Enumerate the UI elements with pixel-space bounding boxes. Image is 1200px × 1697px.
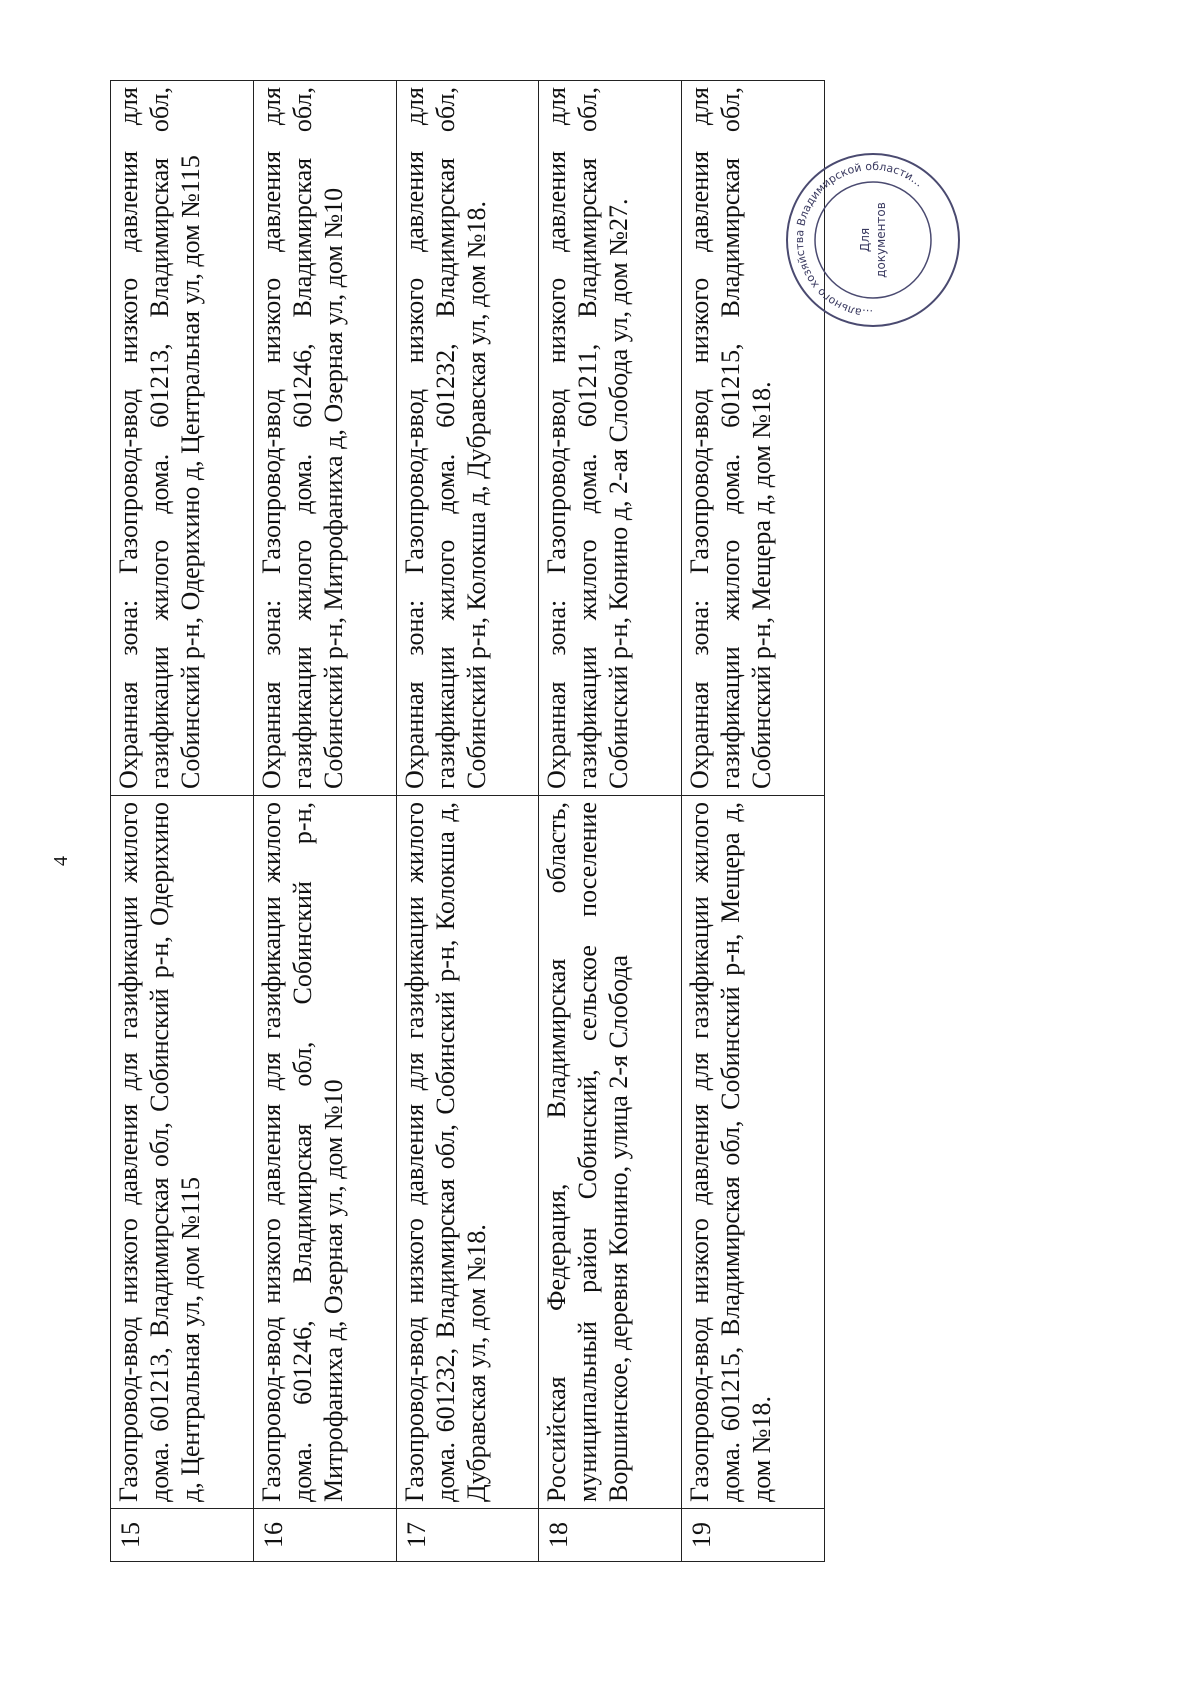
object-description: Российская Федерация, Владимирская область, муниципальный район Собинский, сельское поселение Воршинское, деревня Конино, улица 2-я Слобода [539,796,682,1509]
official-stamp [783,150,963,330]
table-row [111,81,254,1562]
objects-table [110,80,825,1562]
protection-zone-description: Охранная зона: Газопровод-ввод низкого давления для газификации жилого дома. 601211, Владимирская обл, Собинский р-н, Конино д, 2-ая Слобода ул, дом №27. [539,81,682,796]
table-row [396,81,539,1562]
protection-zone-description: Охранная зона: Газопровод-ввод низкого давления для газификации жилого дома. 601232, Владимирская обл, Собинский р-н, Колокша д, Дубравская ул, дом №18. [396,81,539,796]
object-description: Газопровод-ввод низкого давления для газификации жилого дома. 601246, Владимирская обл, Собинский р-н, Митрофаниха д, Озерная ул, дом №10 [253,796,396,1509]
row-number: 17 [396,1509,539,1562]
object-description: Газопровод-ввод низкого давления для газификации жилого дома. 601232, Владимирская обл, Собинский р-н, Колокша д, Дубравская ул, дом №18. [396,796,539,1509]
table-row [253,81,396,1562]
object-description: Газопровод-ввод низкого давления для газификации жилого дома. 601213, Владимирская обл, Собинский р-н, Одерихино д, Центральная ул, дом №115 [111,796,254,1509]
protection-zone-description: Охранная зона: Газопровод-ввод низкого давления для газификации жилого дома. 601246, Владимирская обл, Собинский р-н, Митрофаниха д, Озерная ул, дом №10 [253,81,396,796]
table-body [111,81,825,1562]
row-number: 15 [111,1509,254,1562]
object-description: Газопровод-ввод низкого давления для газификации жилого дома. 601215, Владимирская обл, Собинский р-н, Мещера д, дом №18. [682,796,825,1509]
rotated-page [50,80,825,1562]
protection-zone-description: Охранная зона: Газопровод-ввод низкого давления для газификации жилого дома. 601215, Владимирская обл, Собинский р-н, Мещера д, дом №18. [682,81,825,796]
stamp-ring-text: …ального хозяйства Владимирской области… [792,159,926,321]
row-number: 16 [253,1509,396,1562]
row-number: 18 [539,1509,682,1562]
stamp-seal-icon [783,150,963,330]
table-row [539,81,682,1562]
protection-zone-description: Охранная зона: Газопровод-ввод низкого давления для газификации жилого дома. 601213, Владимирская обл, Собинский р-н, Одерихино д, Центральная ул, дом №115 [111,81,254,796]
row-number: 19 [682,1509,825,1562]
page-number: 4 [50,856,72,866]
stamp-center-line1: Для [858,227,872,253]
stamp-center-line2: документов [874,202,888,278]
